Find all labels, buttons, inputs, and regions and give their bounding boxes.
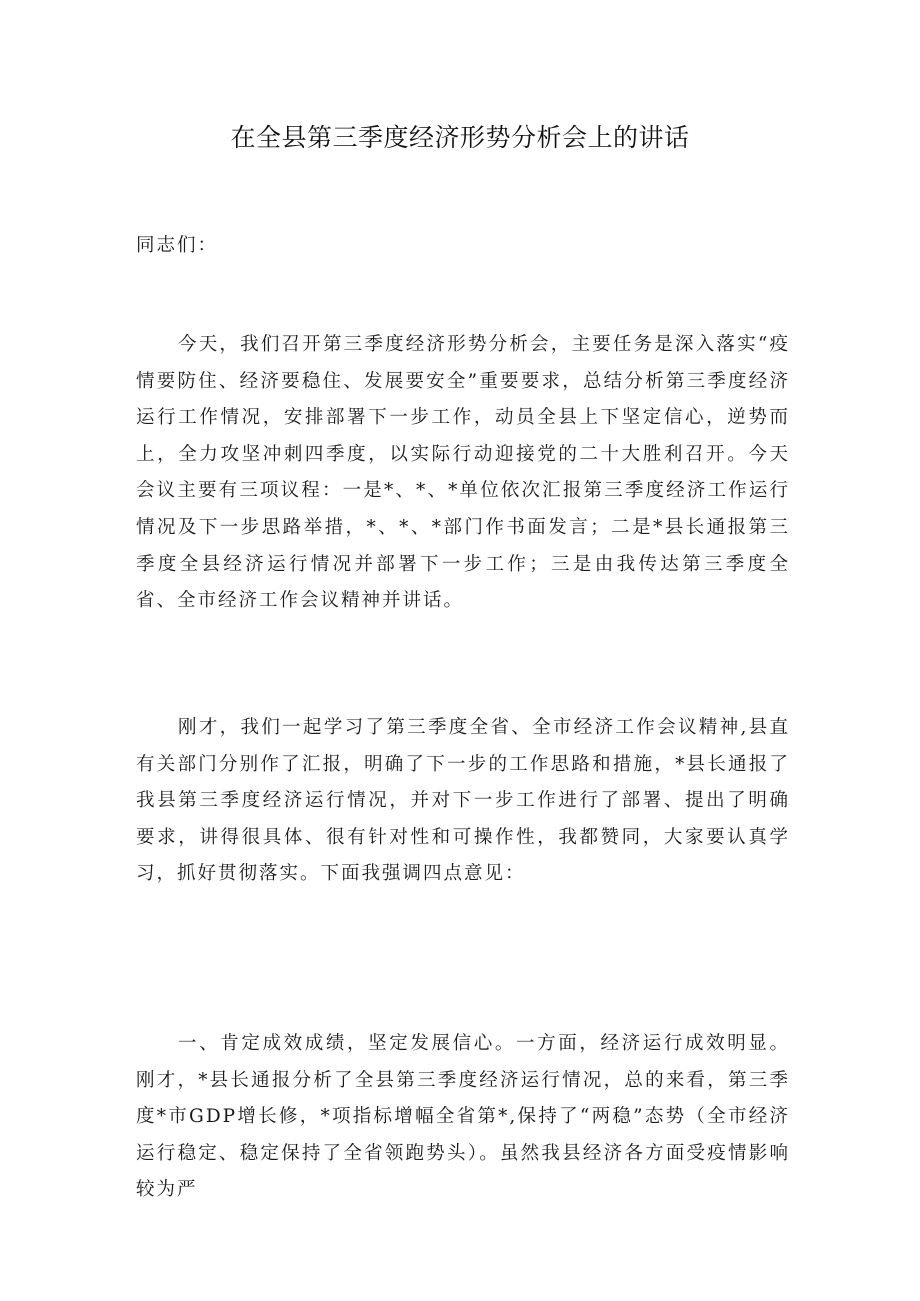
paragraph-opening: 今天，我们召开第三季度经济形势分析会，主要任务是深入落实“疫情要防住、经济要稳住、发展要安全”重要要求，总结分析第三季度经济运行工作情况，安排部署下一步工作，动员全县上下坚定信心，逆势而上，全力攻坚冲刺四季度，以实际行动迎接党的二十大胜利召开。今天会议主要有三项议程：一是*、*、*单位依次汇报第三季度经济工作运行情况及下一步思路举措，*、*、*部门作书面发言；二是*县长通报第三季度全县经济运行情况并部署下一步工作；三是由我传达第三季度全省、全市经济工作会议精神并讲话。 xyxy=(136,334,790,612)
greeting: 同志们： xyxy=(136,235,219,256)
paragraph-summary: 刚才，我们一起学习了第三季度全省、全市经济工作会议精神,县直有关部门分别作了汇报，明确了下一步的工作思路和措施，*县长通报了我县第三季度经济运行情况，并对下一步工作进行了部署、提出了明确要求，讲得很具体、很有针对性和可操作性，我都赞同，大家要认真学习，抓好贯彻落实。下面我强调四点意见： xyxy=(136,717,790,885)
paragraph-point-one: 一、肯定成效成绩，坚定发展信心。一方面，经济运行成效明显。刚才，*县长通报分析了全县第三季度经济运行情况，总的来看，第三季度*市GDP增长修，*项指标增幅全省第*,保持了“两稳”态势（全市经济运行稳定、稳定保持了全省领跑势头）。虽然我县经济各方面受疫情影响较为严 xyxy=(136,1033,790,1201)
document-title: 在全县第三季度经济形势分析会上的讲话 xyxy=(230,123,690,152)
